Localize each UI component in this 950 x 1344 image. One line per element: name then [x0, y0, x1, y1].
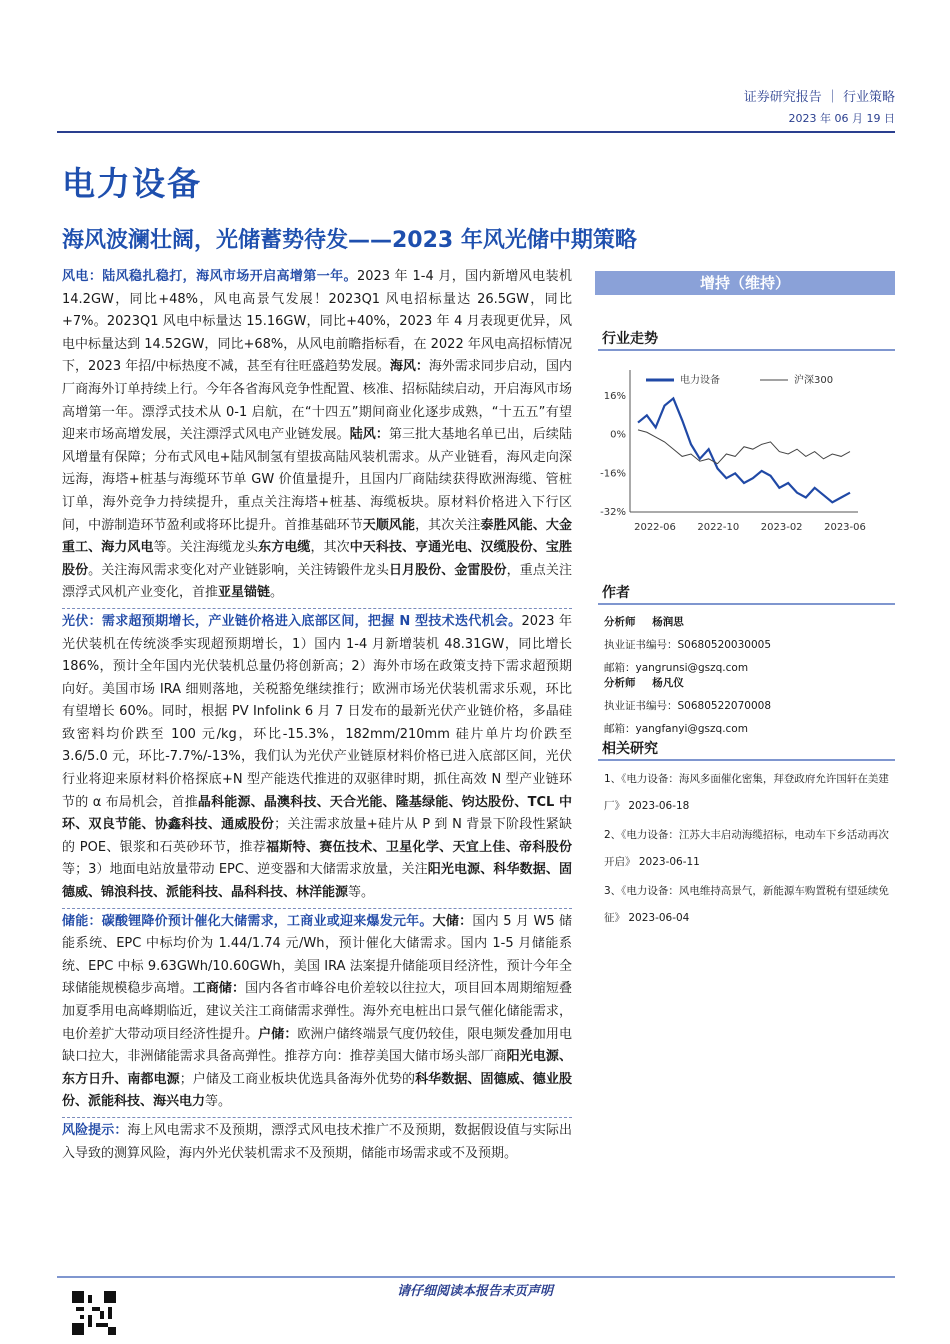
analyst-role: 分析师: [604, 616, 636, 628]
paragraph-pv: [62, 611, 572, 905]
analyst-2: [604, 675, 771, 736]
text-run: 2023 年光伏装机在传统淡季实现超预期增长，1）国内 1-4 月新增装机 48.31GW，同比增长 186%，预计全年国内光伏装机总量仍将创新高；2）海外市场在政策支持下需求超预期向好。美国市场 IRA 细则落地，关税豁免继续推行；欧洲市场光伏装机需求乐观，环比有望增长 60%。同时，根据 PV Infolink 6 月 7 日发布的最新光伏产业链价格，多晶硅致密料均价跌至 100 元/kg，环比-15.3%，182mm/210mm 硅片单片均价跌至 3.6/5.0 元，环比-7.7%/-13%，我们认为光伏产业链原材料价格已进入底部区间，光伏行业将迎来原材料价格探底+N 型产能迭代推进的双驱律时期，抓住高效 N 型产业链环节的 α 布局机会，首推: [62, 613, 573, 810]
email-label: 邮箱：: [604, 723, 636, 735]
text-run: 天顺风能: [362, 517, 416, 533]
text-run: 等。: [205, 1094, 232, 1110]
text-run: 晶科能源、晶澳科技、天合光能、隆基绿能、钧达股份、TCL 中环、双良节能、协鑫科技、通威股份: [62, 794, 572, 833]
paragraph-wind: [62, 266, 572, 605]
text-run: 等。: [348, 885, 375, 901]
text-run: 等；3）地面电站放量带动 EPC、逆变器和大储需求放量，关注: [62, 862, 428, 878]
y-tick-label: 16%: [603, 391, 626, 402]
y-tick-label: 0%: [610, 429, 626, 441]
text-run: 2023 年 1-4 月，国内新增风电装机 14.2GW，同比+48%，风电高景气发展！2023Q1 风电招标量达 26.5GW，同比+7%。2023Q1 风电中标量达 15.16GW，同比+40%，2023 年 4 月表现更优异，风电中标量达到 14.52GW，同比+68%，从风电前瞻指标看，在 2022 年风电高招标情况下，2023 年招/中标热度不减，甚至有往旺盛趋势发展。: [62, 269, 572, 375]
text-run: 东方电缆: [258, 540, 311, 556]
text-run: 光伏：需求超预期增长，产业链价格进入底部区间，把握 N 型技术迭代机会。: [62, 613, 522, 629]
y-tick-label: -32%: [600, 507, 626, 518]
text-run: ，重点关注漂浮式风机产业变化，首推: [62, 562, 572, 601]
text-run: 泰胜风能、大金重工、海力风电: [62, 517, 572, 556]
text-run: 欧洲户储终端景气度仍较佳，限电频发叠加用电缺口拉大，非洲储能需求具备高弹性。推荐方向：推荐美国大储市场头部厂商: [62, 1026, 572, 1065]
text-run: 第三批大基地名单已出，后续陆风增量有保障；分布式风电+陆风制氢有望拔高陆风装机需求。从产业链看，海风走向深远海，海塔+桩基与海缆环节单 GW 价值量提升，且国内厂商陆续获得欧洲海缆、管桩订单，海外竞争力持续提升，重点关注海塔+桩基、海缆板块。原材料价格进入下行区间，中游制造环节盈利或将环比提升。首推基础环节: [62, 427, 572, 533]
text-run: ；关注需求放量+硅片从 P 到 N 背景下阶段性紧缺的 POE、银浆和石英砂环节，推荐: [62, 817, 572, 855]
x-tick-label: 2023-06: [824, 522, 866, 533]
footer-disclaimer[interactable]: 请仔细阅读本报告末页声明: [396, 1284, 553, 1299]
report-date: 2023 年 06 月 19 日: [788, 112, 895, 125]
paragraph-risk: [62, 1120, 572, 1165]
text-run: ；户储及工商业板块优选具备海外优势的: [179, 1071, 416, 1087]
related-item[interactable]: 2、《电力设备：江苏大丰启动海缆招标，电动车下乡活动再次开启》 2023-06-11: [604, 829, 889, 868]
authors-section-title: 作者: [602, 585, 630, 601]
section-divider: [598, 349, 895, 351]
text-run: 福斯特、赛伍技术、卫星化学、天宜上佳、帝科股份: [266, 839, 572, 855]
text-run: 户储：: [258, 1026, 298, 1042]
text-run: 。: [270, 585, 284, 601]
text-run: 科华数据、固德威、德业股份、派能科技、海兴电力: [62, 1071, 572, 1110]
text-run: 阳光电源、科华数据、固德威、锦浪科技、派能科技、晶科科技、林洋能源: [62, 862, 572, 901]
text-run: 亚星锚链: [218, 585, 271, 601]
text-run: 。关注海风需求变化对产业链影响，关注铸锻件龙头: [88, 562, 389, 578]
text-run: 日月股份、金雷股份: [388, 562, 507, 578]
text-run: ，其次: [310, 540, 350, 556]
text-run: ，其次关注: [415, 517, 481, 533]
text-run: 大储：: [432, 913, 473, 929]
analyst-1: [604, 614, 771, 675]
paragraph-divider: [62, 1117, 572, 1118]
analyst-role: 分析师: [604, 677, 636, 689]
text-run: 中天科技、亨通光电、汉缆股份、宝胜股份: [62, 540, 572, 578]
x-tick-label: 2022-10: [697, 522, 740, 533]
text-run: 等。关注海缆龙头: [153, 540, 259, 556]
industry-title: 电力设备: [62, 164, 202, 203]
text-run: 储能：碳酸锂降价预计催化大储需求，工商业或迎来爆发元年。: [62, 913, 433, 929]
text-run: 风电：陆风稳扎稳打，海风市场开启高增第一年。: [62, 269, 357, 284]
text-run: 工商储：: [192, 981, 246, 997]
paragraph-divider: [62, 608, 572, 609]
text-run: 海外需求同步启动，国内厂商海外订单持续上行。今年各省海风竞争性配置、核准、招标陆续启动，开启海风市场高增第一年。漂浮式技术从 0-1 启航，在“十四五”期间商业化逐步成熟，“十五五”有望迎来市场高增发展，关注漂浮式风电产业链发展。: [62, 359, 572, 443]
text-run: 海风：: [389, 359, 429, 375]
section-divider: [598, 603, 895, 605]
text-run: 阳光电源、东方日升、南都电源: [62, 1049, 572, 1087]
legend-label: 沪深300: [794, 375, 834, 386]
text-run: 风险提示：: [62, 1122, 128, 1138]
x-tick-label: 2023-02: [760, 522, 803, 533]
analyst-name: 杨润思: [652, 616, 684, 628]
text-run: 国内各省市峰谷电价差较以往拉大，项目回本周期缩短叠加夏季用电高峰期临近，建议关注工商储需求弹性。海外充电桩出口景气催化储能需求，电价差扩大带动项目经济性提升。: [62, 981, 572, 1042]
legend-label: 电力设备: [680, 375, 720, 386]
related-item[interactable]: 1、《电力设备：海风多面催化密集，拜登政府允许国轩在美建厂》 2023-06-18: [604, 773, 889, 812]
related-item[interactable]: 3、《电力设备：风电维持高景气，新能源车购置税有望延续免征》 2023-06-04: [604, 885, 889, 924]
report-type: 证券研究报告 ｜ 行业策略: [743, 90, 895, 105]
analyst-name: 杨凡仪: [652, 677, 684, 689]
text-run: 海上风电需求不及预期，漂浮式风电技术推广不及预期，数据假设值与实际出入导致的测算风险，海内外光伏装机需求不及预期，储能市场需求或不及预期。: [62, 1122, 572, 1161]
trend-section-title: 行业走势: [602, 331, 658, 347]
paragraph-divider: [62, 908, 572, 909]
cert-label: 执业证书编号：: [604, 639, 678, 651]
series-line-industry: [638, 398, 850, 502]
series-line-csi300: [638, 430, 850, 464]
analyst-cert: S0680522070008: [677, 700, 772, 712]
x-tick-label: 2022-06: [634, 522, 676, 533]
main-body: [62, 266, 572, 1168]
analyst-email[interactable]: yangrunsi@gszq.com: [635, 662, 749, 674]
analyst-cert: S0680520030005: [677, 639, 772, 651]
qr-code-icon: [72, 1291, 116, 1335]
text-run: 国内 5 月 W5 储能系统、EPC 中标均价为 1.44/1.74 元/Wh，预计催化大储需求。国内 1-5 月储能系统、EPC 中标 9.63GWh/10.60GWh，美国 IRA 法案提升储能项目经济性，预计今年全球储能规模稳步高增。: [62, 913, 572, 997]
related-research-list: [604, 766, 894, 934]
analyst-email[interactable]: yangfanyi@gszq.com: [635, 723, 748, 735]
footer-divider: [57, 1276, 895, 1278]
paragraph-storage: [62, 911, 572, 1114]
report-subtitle: 海风波澜壮阔，光储蓄势待发——2023 年风光储中期策略: [62, 228, 637, 253]
text-run: 陆风：: [349, 427, 389, 443]
email-label: 邮箱：: [604, 662, 636, 674]
section-divider: [598, 759, 895, 761]
related-section-title: 相关研究: [602, 741, 658, 757]
cert-label: 执业证书编号：: [604, 700, 678, 712]
rating-badge: 增持（维持）: [595, 271, 895, 295]
industry-trend-chart: [598, 368, 895, 540]
y-tick-label: -16%: [600, 468, 626, 480]
header-divider: [57, 131, 895, 133]
